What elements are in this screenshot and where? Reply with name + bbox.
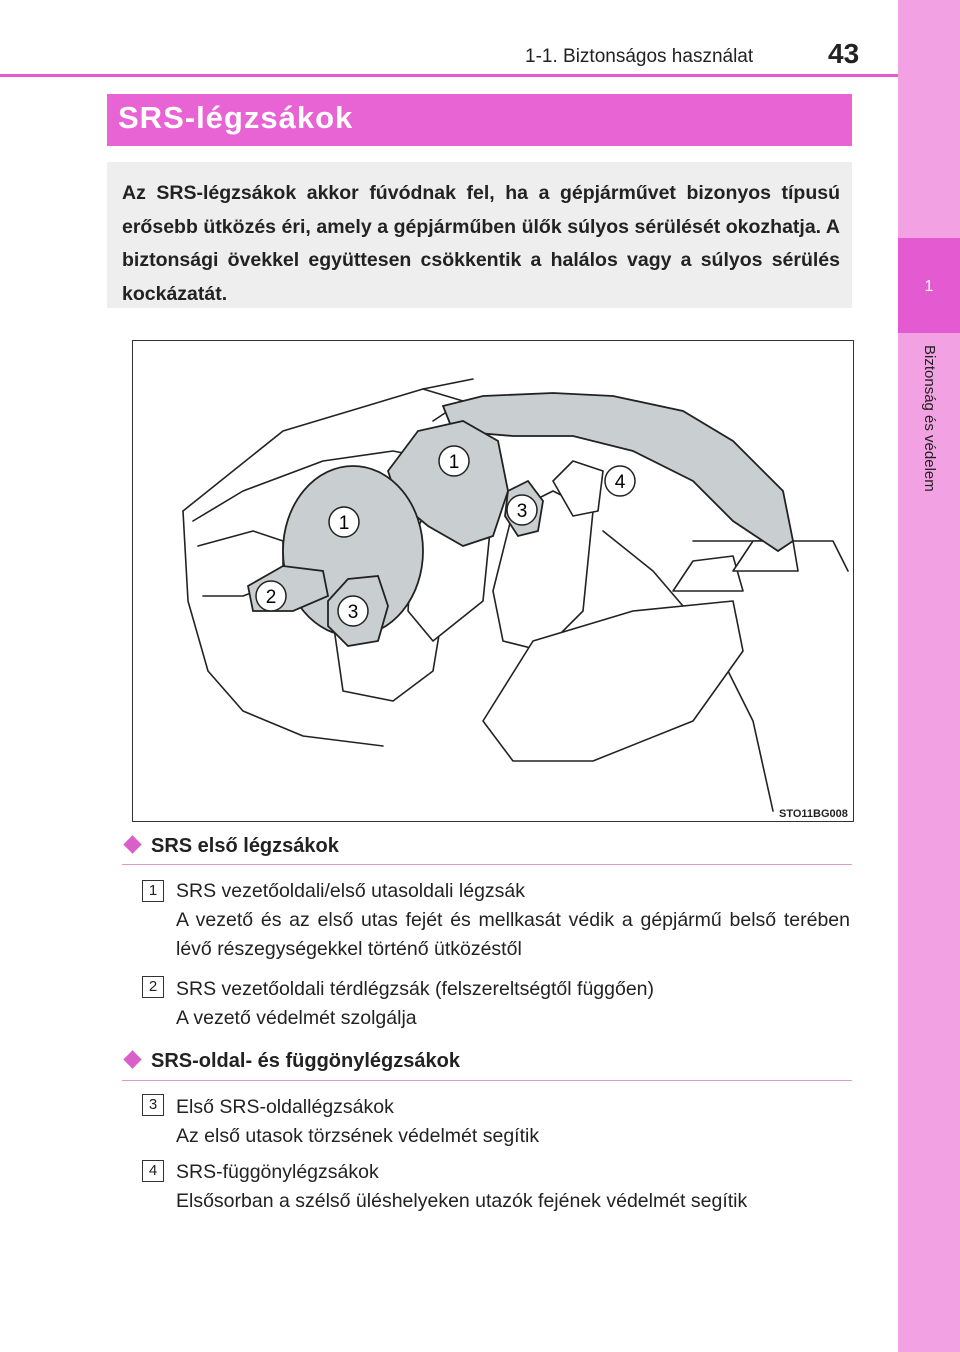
- header-divider: [0, 74, 898, 77]
- callout-3b-label: 3: [516, 501, 528, 522]
- section-rule: [122, 864, 852, 865]
- page-number: 43: [828, 38, 860, 69]
- callout-4-label: 4: [614, 472, 626, 493]
- diamond-bullet-icon: [123, 1050, 141, 1068]
- chapter-side-tab: [898, 0, 960, 1352]
- item-number-badge: 2: [142, 976, 164, 998]
- callout-1b-label: 1: [448, 452, 460, 473]
- callout-1b: [439, 446, 469, 476]
- callout-1a: [329, 507, 359, 537]
- item-title: Első SRS-oldallégzsákok: [176, 1096, 394, 1118]
- item-description: Az első utasok törzsének védelmét segítik: [176, 1125, 540, 1147]
- callout-4: [605, 466, 635, 496]
- callout-3b: [507, 495, 537, 525]
- callout-1a-label: 1: [338, 513, 350, 534]
- list-item: [176, 1093, 850, 1151]
- item-title: SRS vezetőoldali térdlégzsák (felszereltségtől függően): [176, 978, 655, 1000]
- item-description: A vezető védelmét szolgálja: [176, 1007, 417, 1029]
- airbag-illustration: [132, 340, 854, 822]
- page-title: SRS-légzsákok: [118, 100, 354, 135]
- list-item: [176, 877, 850, 964]
- car-interior-drawing: [133, 341, 853, 821]
- intro-text: Az SRS-légzsákok akkor fúvódnak fel, ha a gépjárművet bizonyos típusú erősebb ütközés éri, amely a gépjárműben ülők súlyos sérülését okozhatja. A biztonsági övekkel együttesen csökkentik a halálos vagy a súlyos sérülés kockázatát.: [122, 182, 840, 305]
- section-heading-text: SRS-oldal- és függönylégzsákok: [151, 1050, 460, 1072]
- section-heading-text: SRS első légzsákok: [151, 835, 339, 857]
- callout-2-label: 2: [265, 587, 277, 608]
- list-item: [176, 1158, 850, 1216]
- item-number-badge: 3: [142, 1094, 164, 1116]
- item-title: SRS vezetőoldali/első utasoldali légzsák: [176, 880, 526, 902]
- list-item: [176, 975, 850, 1033]
- rear-headrest-1: [673, 556, 743, 591]
- callout-3a-label: 3: [347, 602, 359, 623]
- chapter-number: 1: [924, 278, 934, 295]
- item-description: A vezető és az első utas fejét és mellkasát védik a gépjármű belső terében lévő részegységekkel történő ütközéstől: [176, 909, 850, 960]
- figure-code: STO11BG008: [779, 808, 848, 820]
- chapter-label: Biztonság és védelem: [921, 345, 938, 492]
- item-number-badge: 4: [142, 1160, 164, 1182]
- section-heading-side-curtain-airbags: [122, 1050, 460, 1073]
- item-title: SRS-függönylégzsákok: [176, 1161, 379, 1183]
- callout-2: [256, 581, 286, 611]
- callout-3a: [338, 596, 368, 626]
- header-section-title: 1-1. Biztonságos használat: [525, 46, 754, 67]
- item-description: Elsősorban a szélső üléshelyeken utazók fejének védelmét segítik: [176, 1190, 748, 1212]
- rear-headrest-2: [733, 541, 798, 571]
- section-rule: [122, 1080, 852, 1081]
- section-heading-front-airbags: [122, 835, 339, 858]
- diamond-bullet-icon: [123, 835, 141, 853]
- item-number-badge: 1: [142, 880, 164, 902]
